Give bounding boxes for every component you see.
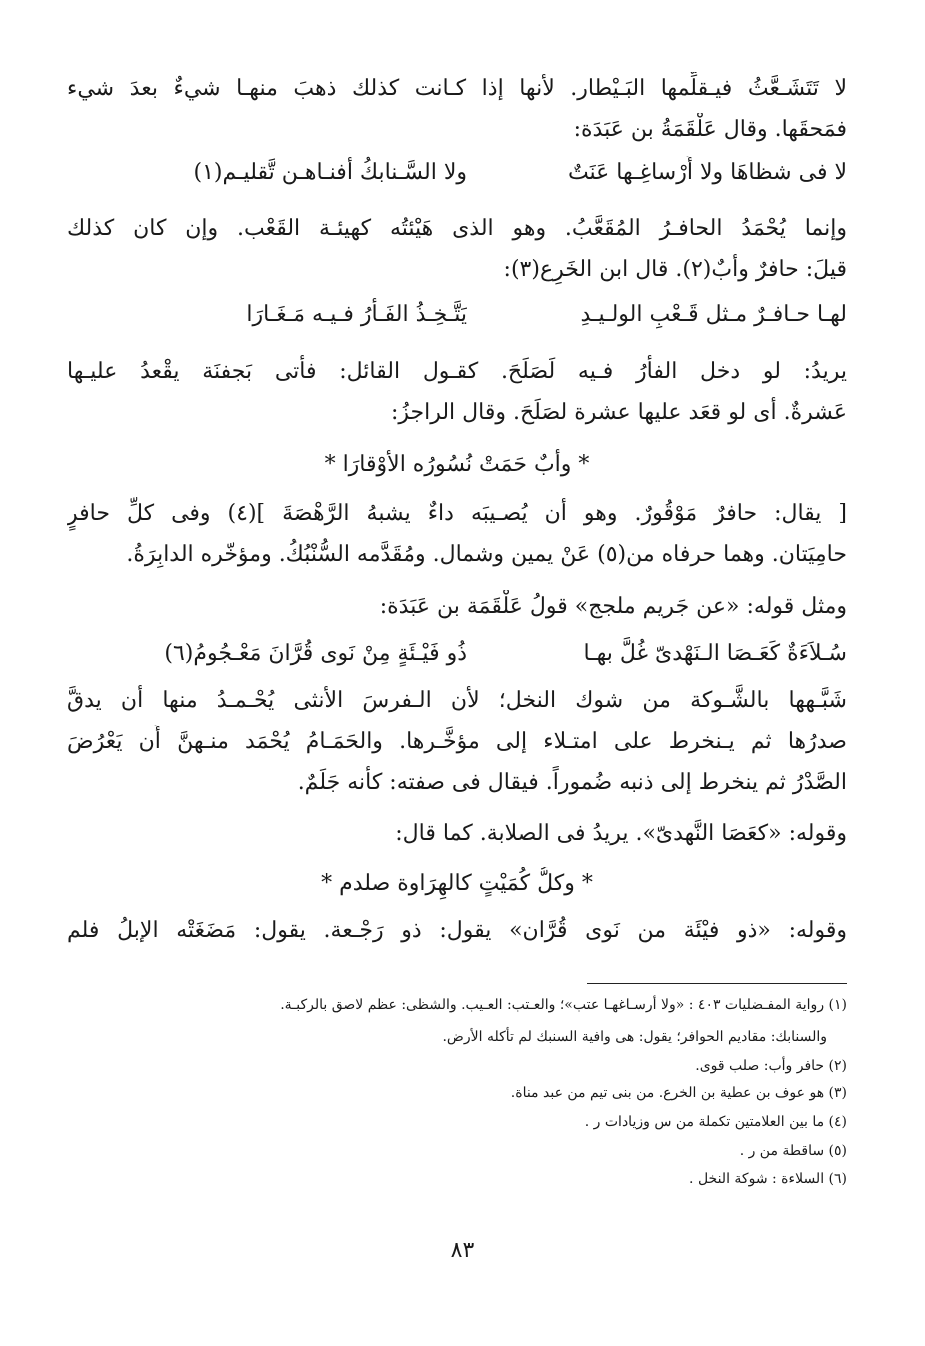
verse — [67, 156, 847, 190]
verse-hemistich-second: ذُو فَيْـئَةٍ مِنْ نَوى قُرَّانَ مَعْـجُومُ(٦) — [164, 641, 467, 666]
text-line: عَشرةٌ. أى لو قعَد عليها عشرة لصَلَحَ. وقال الراجزُ: — [390, 400, 847, 425]
text-line: يريدُ: لو دخل الفأرُ فـيه لَصَلَحَ. كقـول القائل: فأتى بَجفنَة يقْعدُ عليـها — [67, 359, 847, 384]
footnote: (٥) ساقطة من ر . — [739, 1143, 847, 1159]
footnote-continuation: والسنابك: مقاديم الحوافر؛ يقول: هى وافية السنبك لم تأكله الأرض. — [442, 1029, 827, 1045]
verse-hemistich-second: ولا السَّـنابكُ أفنـاهـن تَّقليـم(١) — [193, 160, 467, 185]
verse-hemistich-first: لا فى شظاهَا ولا أَرْساغِـها عَنَتٌ — [567, 160, 847, 185]
text-line: شَبَّـهها بالشَّـوكة من شوك النخل؛ لأن الـفرسَ الأنثى يُحْـمـدُ منها أن يدقَّ — [67, 688, 847, 713]
text-line: ومثل قوله: «عن جَريم ملجج» قولُ عَلْقَمَة بن عَبَدَة: — [379, 594, 847, 619]
verse-line: * وأبٌ حَمَتْ نُسُورُه الأوْقارَا * — [324, 452, 590, 477]
footnote: (٣) هو عوف بن عطية بن الخرع. من بنى تيم من عبد مناة. — [510, 1085, 847, 1101]
text-line: [ يقال: حافرٌ مَوْقُورٌ. وهو أن يُصـيبَه داءٌ يشبهُ الرَّهْصَةَ ](٤) وفى كلِّ حافرٍ — [67, 501, 847, 526]
footnote-divider — [587, 983, 847, 984]
verse-hemistich-second: يَتَّـخِـذُ الفَـأرُ فـيـه مَـغَـارَا — [246, 302, 467, 327]
text-line: قيلَ: حافرٌ وأبٌ(٢). قال ابن الخَرِع(٣): — [503, 257, 847, 282]
text-line: وإنما يُحْمَدُ الحافـرُ المُقَعَّبُ. وهو الذى هَيْئتُه كهيئـة القَعْب. وإن كان كذلك — [67, 216, 847, 241]
text-line: فمَحقَها. وقال عَلْقَمَةُ بن عَبَدَة: — [573, 117, 847, 142]
verse-hemistich-first: لهـا حـافـرٌ مـثل قَـعْبِ الولـيـدِ — [580, 302, 847, 327]
page-number: ٨٣ — [450, 1238, 475, 1263]
text-line: صدرُها ثم يـنخرط على امتـلاء إلى مؤخَّـرها. والحَمَـامُ يُحْمَد منـهنَّ أَن يَعْرُضَ — [67, 729, 847, 754]
footnote: (٤) ما بين العلامتين تكملة من س وزيادات ر . — [584, 1114, 847, 1130]
verse-line: * وكلُّ كُمَيْتٍ كالهِرَاوة صلدم * — [321, 871, 593, 896]
text-line: حامِيَتان. وهما حرفاه من(٥) عَنْ يمين وشمال. ومُقَدَّمه السُّنْبُكُ. ومؤخّره الدابِرَةُ. — [126, 542, 847, 567]
footnote: (٦) السلاءة : شوكة النخل . — [689, 1171, 847, 1187]
verse — [67, 637, 847, 671]
footnote: (٢) حافر وأب: صلب قوى. — [695, 1058, 847, 1074]
verse-hemistich-first: سُـلاَءَةٌ كَعَـصَا الـنَهْدىّ غُلَّ بهـا — [583, 641, 847, 666]
verse — [67, 298, 847, 332]
footnote: (١) رواية المفـضليات ٤٠٣ : «ولا أرسـاغهـا عتب»؛ والعـتب: العـيب. والشظى: عظم لاصق بالركبـة. — [280, 997, 847, 1013]
text-line: لا تَتَشَـعَّثُ فيـقلِّمها البَـيْطار. لأنها إذا كـانت كذلك ذهبَ منهـا شيءٌ بعدَ شيء — [67, 76, 847, 101]
text-line: وقوله: «ذو فيْئَة من نَوى قُرَّان» يقول: ذو رَجْـعة. يقول: مَضَغَتْه الإبلُ فلم — [67, 918, 847, 943]
text-line: وقوله: «كعَصَا النَّهدىّ». يريدُ فى الصلابة. كما قال: — [395, 821, 847, 846]
text-line: الصَّدْرُ ثم ينخرط إلى ذنبه ضُموراً. فيقال فى صفته: كأنه جَلَمٌ. — [297, 770, 847, 795]
